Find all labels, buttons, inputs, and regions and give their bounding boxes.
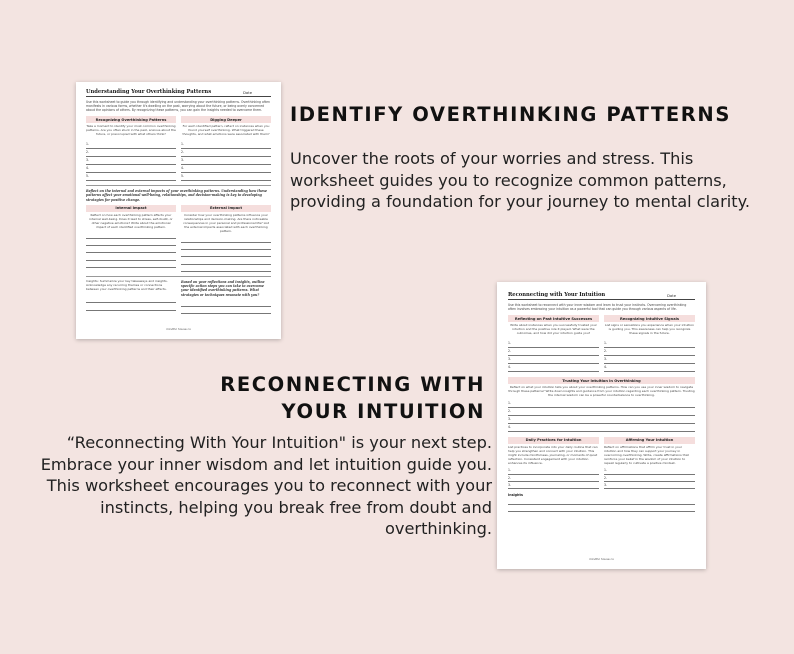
section-prompt: List signs or sensations you experience when your intuition is guiding you. This awareness can help you recognize these signals in the future. [604, 323, 695, 335]
answer-line: 2. [604, 475, 695, 482]
reflect-instruction: Reflect on the internal and external impacts of your overthinking patterns. Understanding how these patterns affect your emotional well-being, relationships, and decision-making is key to developing strategies for positive change. [86, 189, 267, 202]
answer-line: 4. [508, 364, 599, 372]
answer-line: 2. [86, 149, 176, 157]
answer-line: 1. [604, 467, 695, 474]
answer-line [181, 235, 271, 242]
section2-body: “Reconnecting With Your Intuition" is your next step. Embrace your inner wisdom and let intuition guide you. This worksheet encourages you to reconnect with your instincts, helping you break free from doubt and overthinking. [40, 433, 492, 539]
section-header: Digging Deeper [181, 116, 271, 123]
divider [86, 276, 271, 277]
worksheet-columns [86, 116, 271, 181]
worksheet-intro: Use this worksheet to reconnect with your inner wisdom and learn to trust your instincts. Overcoming overthinking often involves embracing your intuition as a powerful tool that can guide you through various aspects of life. [508, 303, 687, 312]
answer-line [508, 497, 695, 504]
section-header: Trusting Your Intuition in Overthinking [508, 377, 695, 384]
section-prompt: Take a moment to identify your most common overthinking patterns. Are you often stuck in the past, anxious about the future, or preoccupied with what others think? [86, 124, 176, 137]
worksheet-title: Reconnecting with Your Intuition [508, 292, 606, 298]
answer-line [86, 253, 176, 260]
answer-line: 5. [181, 173, 271, 181]
answer-line: 3. [86, 157, 176, 165]
answer-line [181, 265, 271, 272]
worksheet-columns [508, 315, 695, 372]
answer-line: 1. [604, 340, 695, 348]
action-prompt: Based on your reflections and insights, outline specific action steps you can take to overcome your identified overthinking patterns. What strategies or techniques resonate with you? [181, 279, 265, 297]
answer-line [181, 250, 271, 257]
answer-line [181, 257, 271, 264]
column-digging-deeper [181, 116, 271, 181]
section-header: Daily Practices for Intuition [508, 437, 599, 444]
answer-line: 1. [508, 400, 695, 408]
action-steps-box [181, 280, 271, 314]
answer-line: 1. [181, 141, 271, 149]
section-prompt: List practices to incorporate into your daily routine that can help you strengthen and connect with your intuition. This might include mindfulness, journaling, or moments of quiet reflection. Consistent engagement with your intuition enhances its influence. [508, 444, 598, 465]
column-internal-impact [86, 205, 176, 272]
section-header: Recognizing Overthinking Patterns [86, 116, 176, 123]
answer-line [86, 246, 176, 253]
section1-heading: IDENTIFY OVERTHINKING PATTERNS [290, 103, 731, 126]
answer-line: 2. [508, 475, 599, 482]
practice-columns [508, 437, 695, 489]
column-daily-practices [508, 437, 599, 489]
answer-line: 2. [181, 149, 271, 157]
section-prompt: Write about instances when you successfully trusted your intuition and the positive role it played. What were the outcomes, and how did your intuition guide you? [510, 323, 597, 335]
answer-line: 3. [508, 416, 695, 424]
date-label: Date [243, 90, 253, 95]
answer-line: 3. [181, 157, 271, 165]
answer-line: 4. [508, 424, 695, 432]
column-external-impact [181, 205, 271, 272]
answer-line [86, 261, 176, 268]
column-affirming [604, 437, 695, 489]
column-recognizing [86, 116, 176, 181]
section-header: Internal Impact [86, 205, 176, 212]
answer-line: 1. [86, 141, 176, 149]
answer-line [181, 243, 271, 250]
worksheet-preview-intuition [497, 282, 706, 569]
section-prompt: Reflect on affirmations that affirm your trust in your intuition and how they can support your journey in overcoming overthinking. Write, create affirmations that reinforce your belief in the wisdom of your intuition to repeat regularly to cultivate a positive mindset. [604, 444, 689, 465]
answer-line: 5. [86, 173, 176, 181]
worksheet-header [508, 292, 695, 300]
answer-line [86, 303, 176, 310]
worksheet-intro: Use this worksheet to guide you through identifying and understanding your overthinking patterns. Overthinking often manifests in various forms, whether it's dwelling on the past, worrying about the future, or being overly concerned about the opinions of others. By recognizing these patterns, you can gain the insights needed to overcome them. [86, 100, 270, 113]
worksheet-preview-overthinking-patterns [76, 82, 281, 339]
answer-line: 4. [181, 165, 271, 173]
answer-line: 4. [86, 165, 176, 173]
worksheet-footer: mindful house co [166, 327, 191, 331]
section-prompt: Reflect on what your intuition tells you about your overthinking patterns. How can you use your inner wisdom to navigate through these patterns? Write down insights and guidance from your intuition regarding each overthinking pattern. Trusting the internal wisdom can be a powerful counterbalance to overthinking. [508, 385, 695, 397]
answer-line [86, 296, 176, 303]
answer-line [508, 505, 695, 512]
worksheet-footer: mindful house co [589, 557, 614, 561]
answer-line [86, 232, 176, 239]
answer-line: 2. [508, 408, 695, 416]
impact-columns [86, 205, 271, 272]
insights-label: Insights [508, 493, 523, 498]
section-prompt: For each identified pattern, reflect on instances when you found yourself overthinking. What triggered these thoughts, and what emotions were associated with them? [182, 124, 270, 137]
section-prompt: Reflect on how each overthinking pattern affects your internal well-being. Does it lead to stress, self-doubt, or other negative emotions? Write about the emotional impact of each identified overthinking pattern. [89, 212, 173, 229]
answer-line: 3. [508, 482, 599, 489]
section-prompt: Consider how your overthinking patterns influence your relationships and decision-making. Are there noticeable consequences in your personal and professional life? List the external impacts associated with each overthinking pattern. [183, 212, 269, 233]
answer-line: 3. [508, 356, 599, 364]
section-header: Reflecting on Past Intuitive Successes [508, 315, 599, 322]
section-header: Affirming Your Intuition [604, 437, 695, 444]
column-past-successes [508, 315, 599, 372]
answer-line: 1. [508, 467, 599, 474]
insights-prompt: Insights: Summarize your key takeaways and insights. Acknowledge any recurring themes or connections between your overthinking patterns and their effects. [86, 278, 168, 291]
insights-box [86, 280, 176, 314]
answer-line: 3. [604, 356, 695, 364]
section-header: Recognizing Intuitive Signals [604, 315, 695, 322]
insight-columns [86, 280, 271, 314]
answer-line [181, 300, 271, 307]
column-intuitive-signals [604, 315, 695, 372]
answer-line: 1. [508, 340, 599, 348]
divider [86, 185, 271, 186]
section-header: External Impact [181, 205, 271, 212]
date-label: Date [667, 293, 677, 298]
answer-line: 2. [508, 348, 599, 356]
worksheet-title: Understanding Your Overthinking Patterns [86, 89, 212, 95]
answer-line: 3. [604, 482, 695, 489]
section1-body: Uncover the roots of your worries and stress. This worksheet guides you to recognize common patterns, providing a foundation for your journey to mental clarity. [290, 149, 750, 212]
section2-heading: RECONNECTING WITH YOUR INTUITION [220, 373, 485, 423]
answer-line: 4. [604, 364, 695, 372]
answer-line: 2. [604, 348, 695, 356]
answer-line [181, 307, 271, 314]
answer-line [86, 239, 176, 246]
worksheet-header [86, 89, 271, 97]
